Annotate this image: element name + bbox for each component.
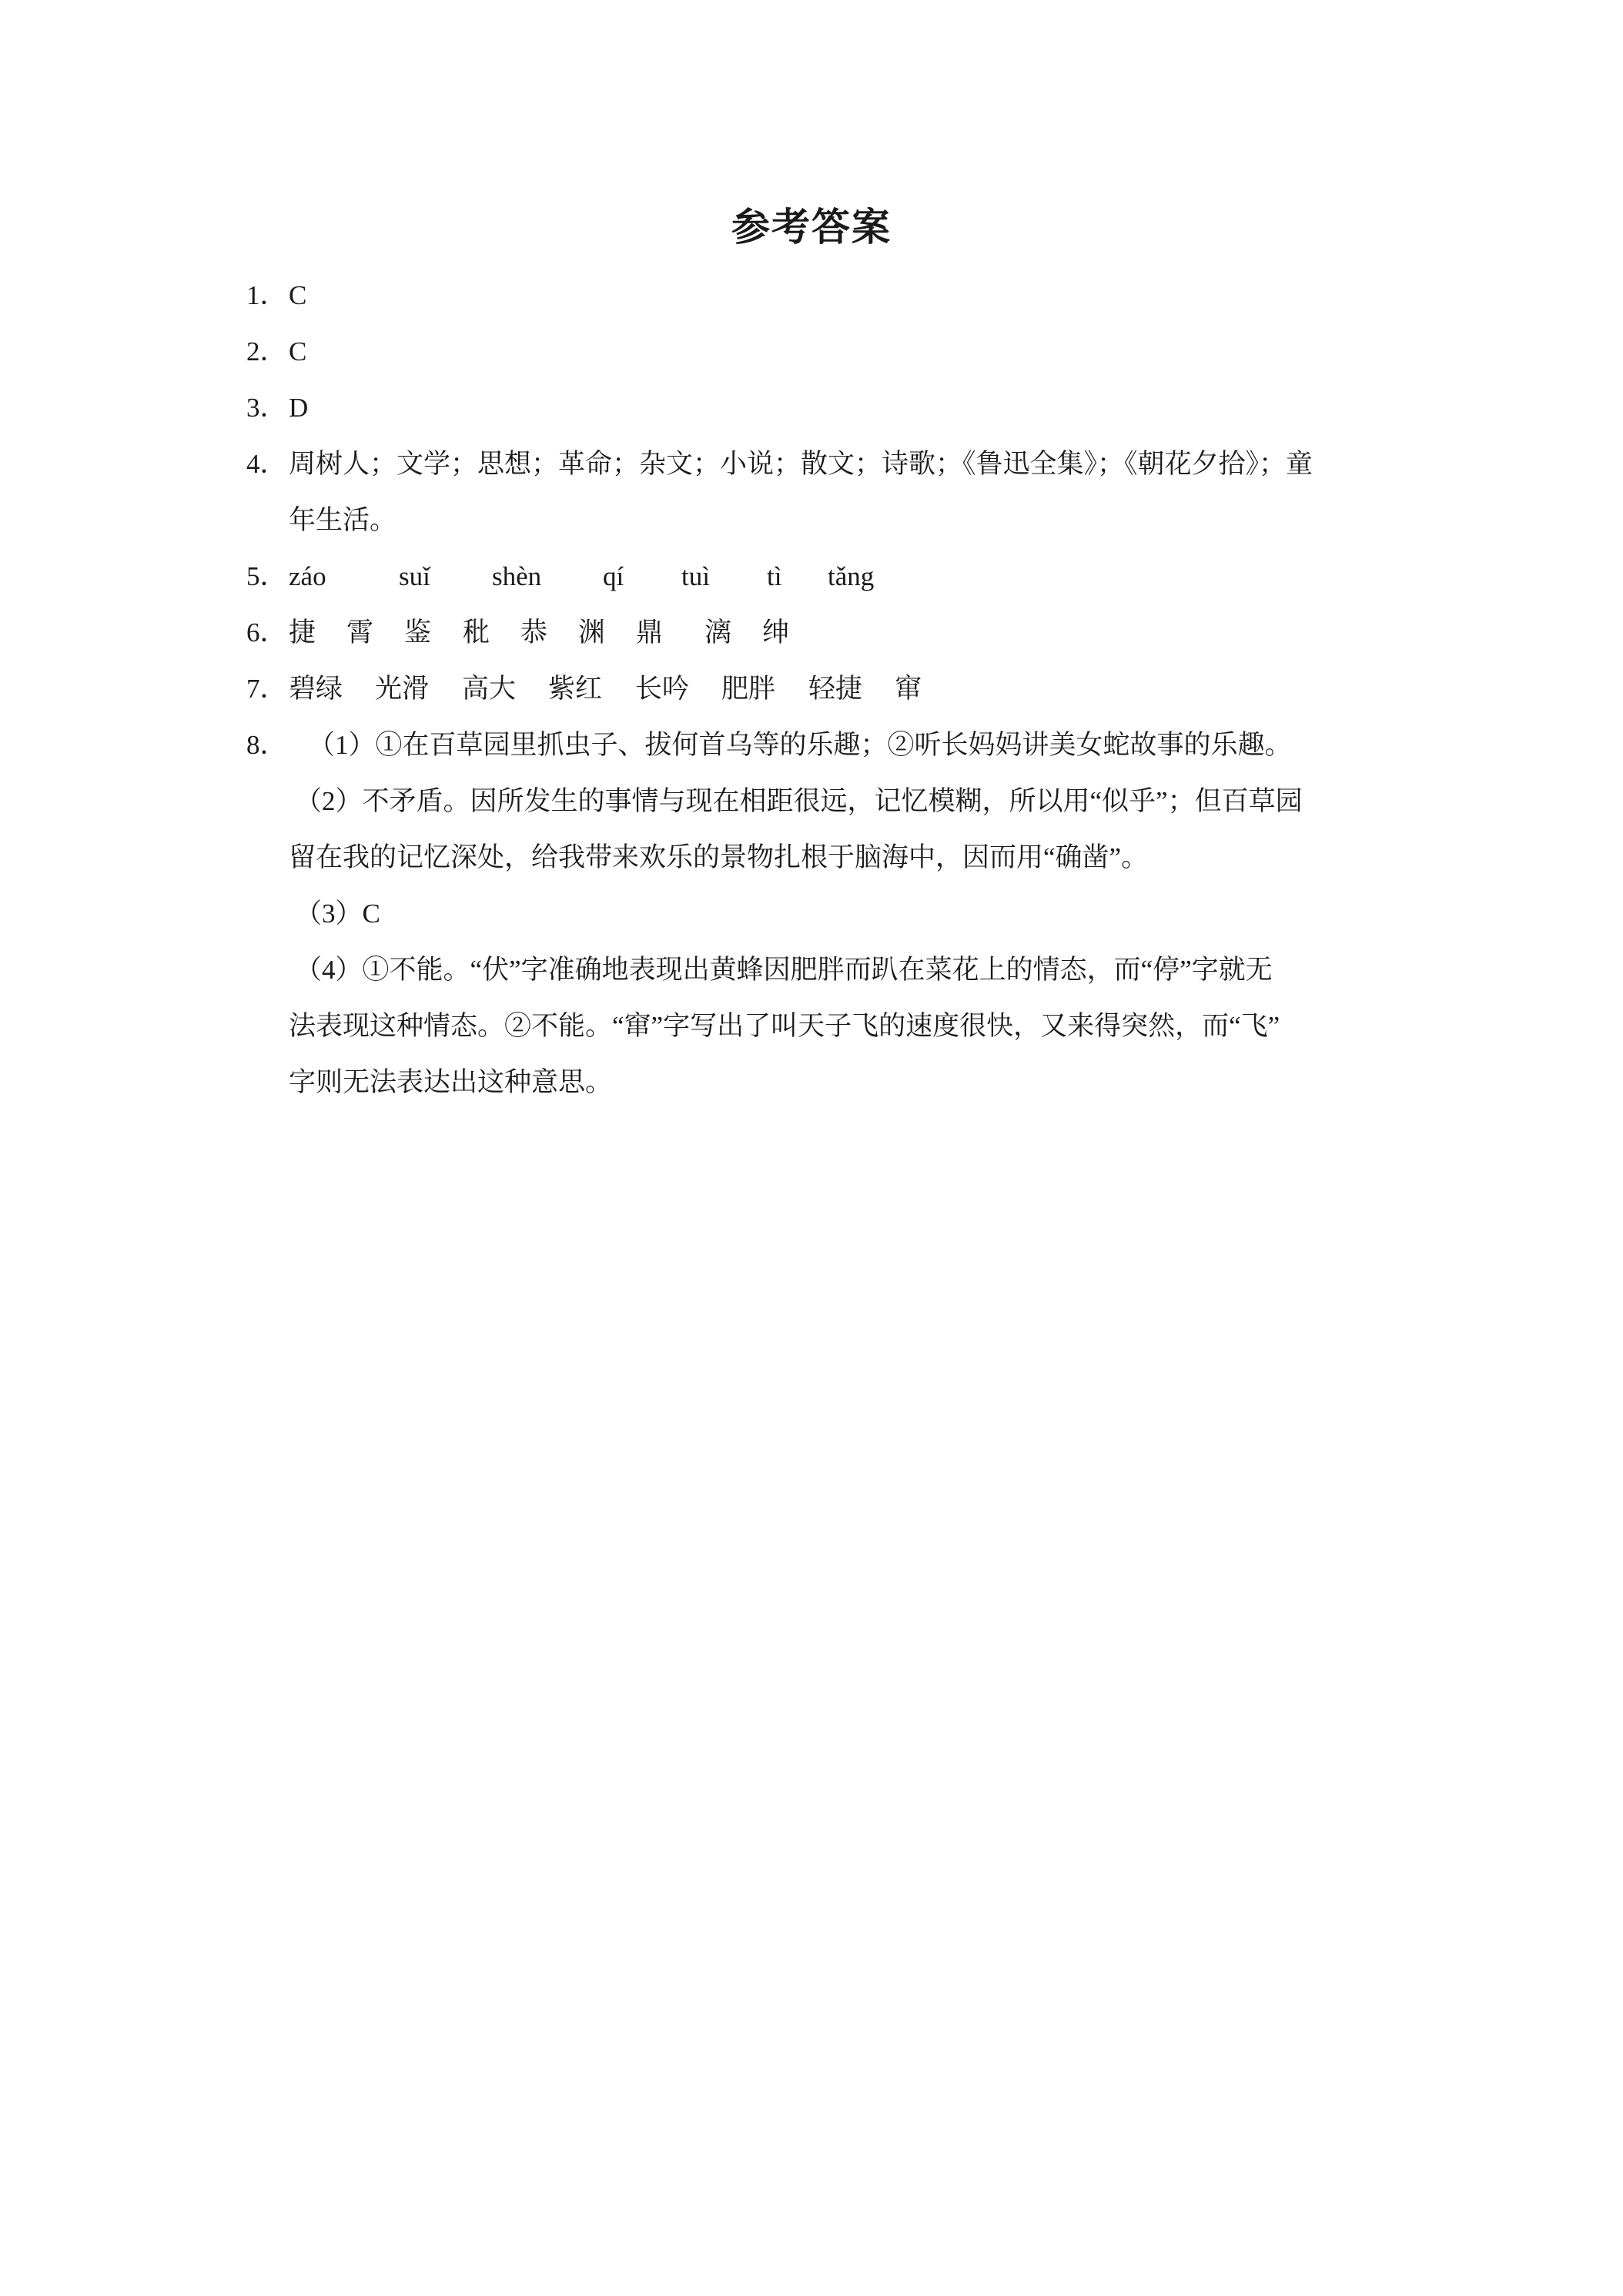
answer-number-4: 4． [246,449,287,479]
word-item: 肥胖 [721,674,776,704]
answer-text-8-part-4-line-3: 字则无法表达出这种意思。 [289,1067,613,1097]
answer-text-8-part-4-line-1: （4）①不能。“伏”字准确地表现出黄蜂因肥胖而趴在菜花上的情态，而“停”字就无 [295,955,1273,985]
character-item: 漓 [704,618,732,648]
pinyin-item: qí [603,561,624,591]
word-item: 高大 [462,674,517,704]
answer-text-8-part-2-line-2: 留在我的记忆深处，给我带来欢乐的景物扎根于脑海中，因而用“确凿”。 [289,842,1149,872]
answer-number-6: 6． [246,618,287,648]
word-item: 光滑 [375,674,430,704]
answer-text-8-part-4-line-2: 法表现这种情态。②不能。“窜”字写出了叫天子飞的速度很快，又来得突然，而“飞” [289,1011,1280,1041]
character-item: 恭 [520,618,548,648]
answer-number-8: 8． [246,730,287,760]
answer-text-4-line-1: 周树人；文学；思想；革命；杂文；小说；散文；诗歌；《鲁迅全集》；《朝花夕拾》；童 [289,449,1313,479]
answer-number-1: 1． [246,280,287,310]
answer-number-5: 5． [246,561,287,591]
pinyin-item: záo [289,561,326,591]
word-item: 轻捷 [808,674,863,704]
character-item: 霄 [346,618,374,648]
answer-text-4-line-2: 年生活。 [289,505,397,535]
word-item: 窜 [895,674,922,704]
character-item: 渊 [578,618,606,648]
pinyin-item: shèn [492,561,542,591]
character-item: 秕 [463,618,490,648]
answer-number-3: 3． [246,393,287,423]
answer-text-8-part-2-line-1: （2）不矛盾。因所发生的事情与现在相距很远，记忆模糊，所以用“似乎”；但百草园 [295,786,1303,816]
page-title: 参考答案 [731,205,892,249]
word-item: 长吟 [635,674,690,704]
word-item: 碧绿 [289,674,343,704]
pinyin-item: tǎng [828,561,875,591]
character-item: 鼎 [636,618,664,648]
answer-text-8-part-3: （3）C [295,899,380,929]
pinyin-item: suǐ [399,561,430,591]
answer-number-2: 2． [246,336,287,366]
answer-text-8-part-1: （1）①在百草园里抓虫子、拔何首乌等的乐趣；②听长妈妈讲美女蛇故事的乐趣。 [308,730,1292,760]
pinyin-item: tuì [681,561,710,591]
character-item: 绅 [762,618,790,648]
character-item: 鉴 [404,618,432,648]
pinyin-item: tì [767,561,782,591]
word-item: 紫红 [548,674,603,704]
answer-text-3: D [289,393,309,423]
character-item: 捷 [289,618,316,648]
answer-number-7: 7． [246,674,287,704]
answer-text-2: C [289,336,307,366]
answer-text-1: C [289,280,307,310]
